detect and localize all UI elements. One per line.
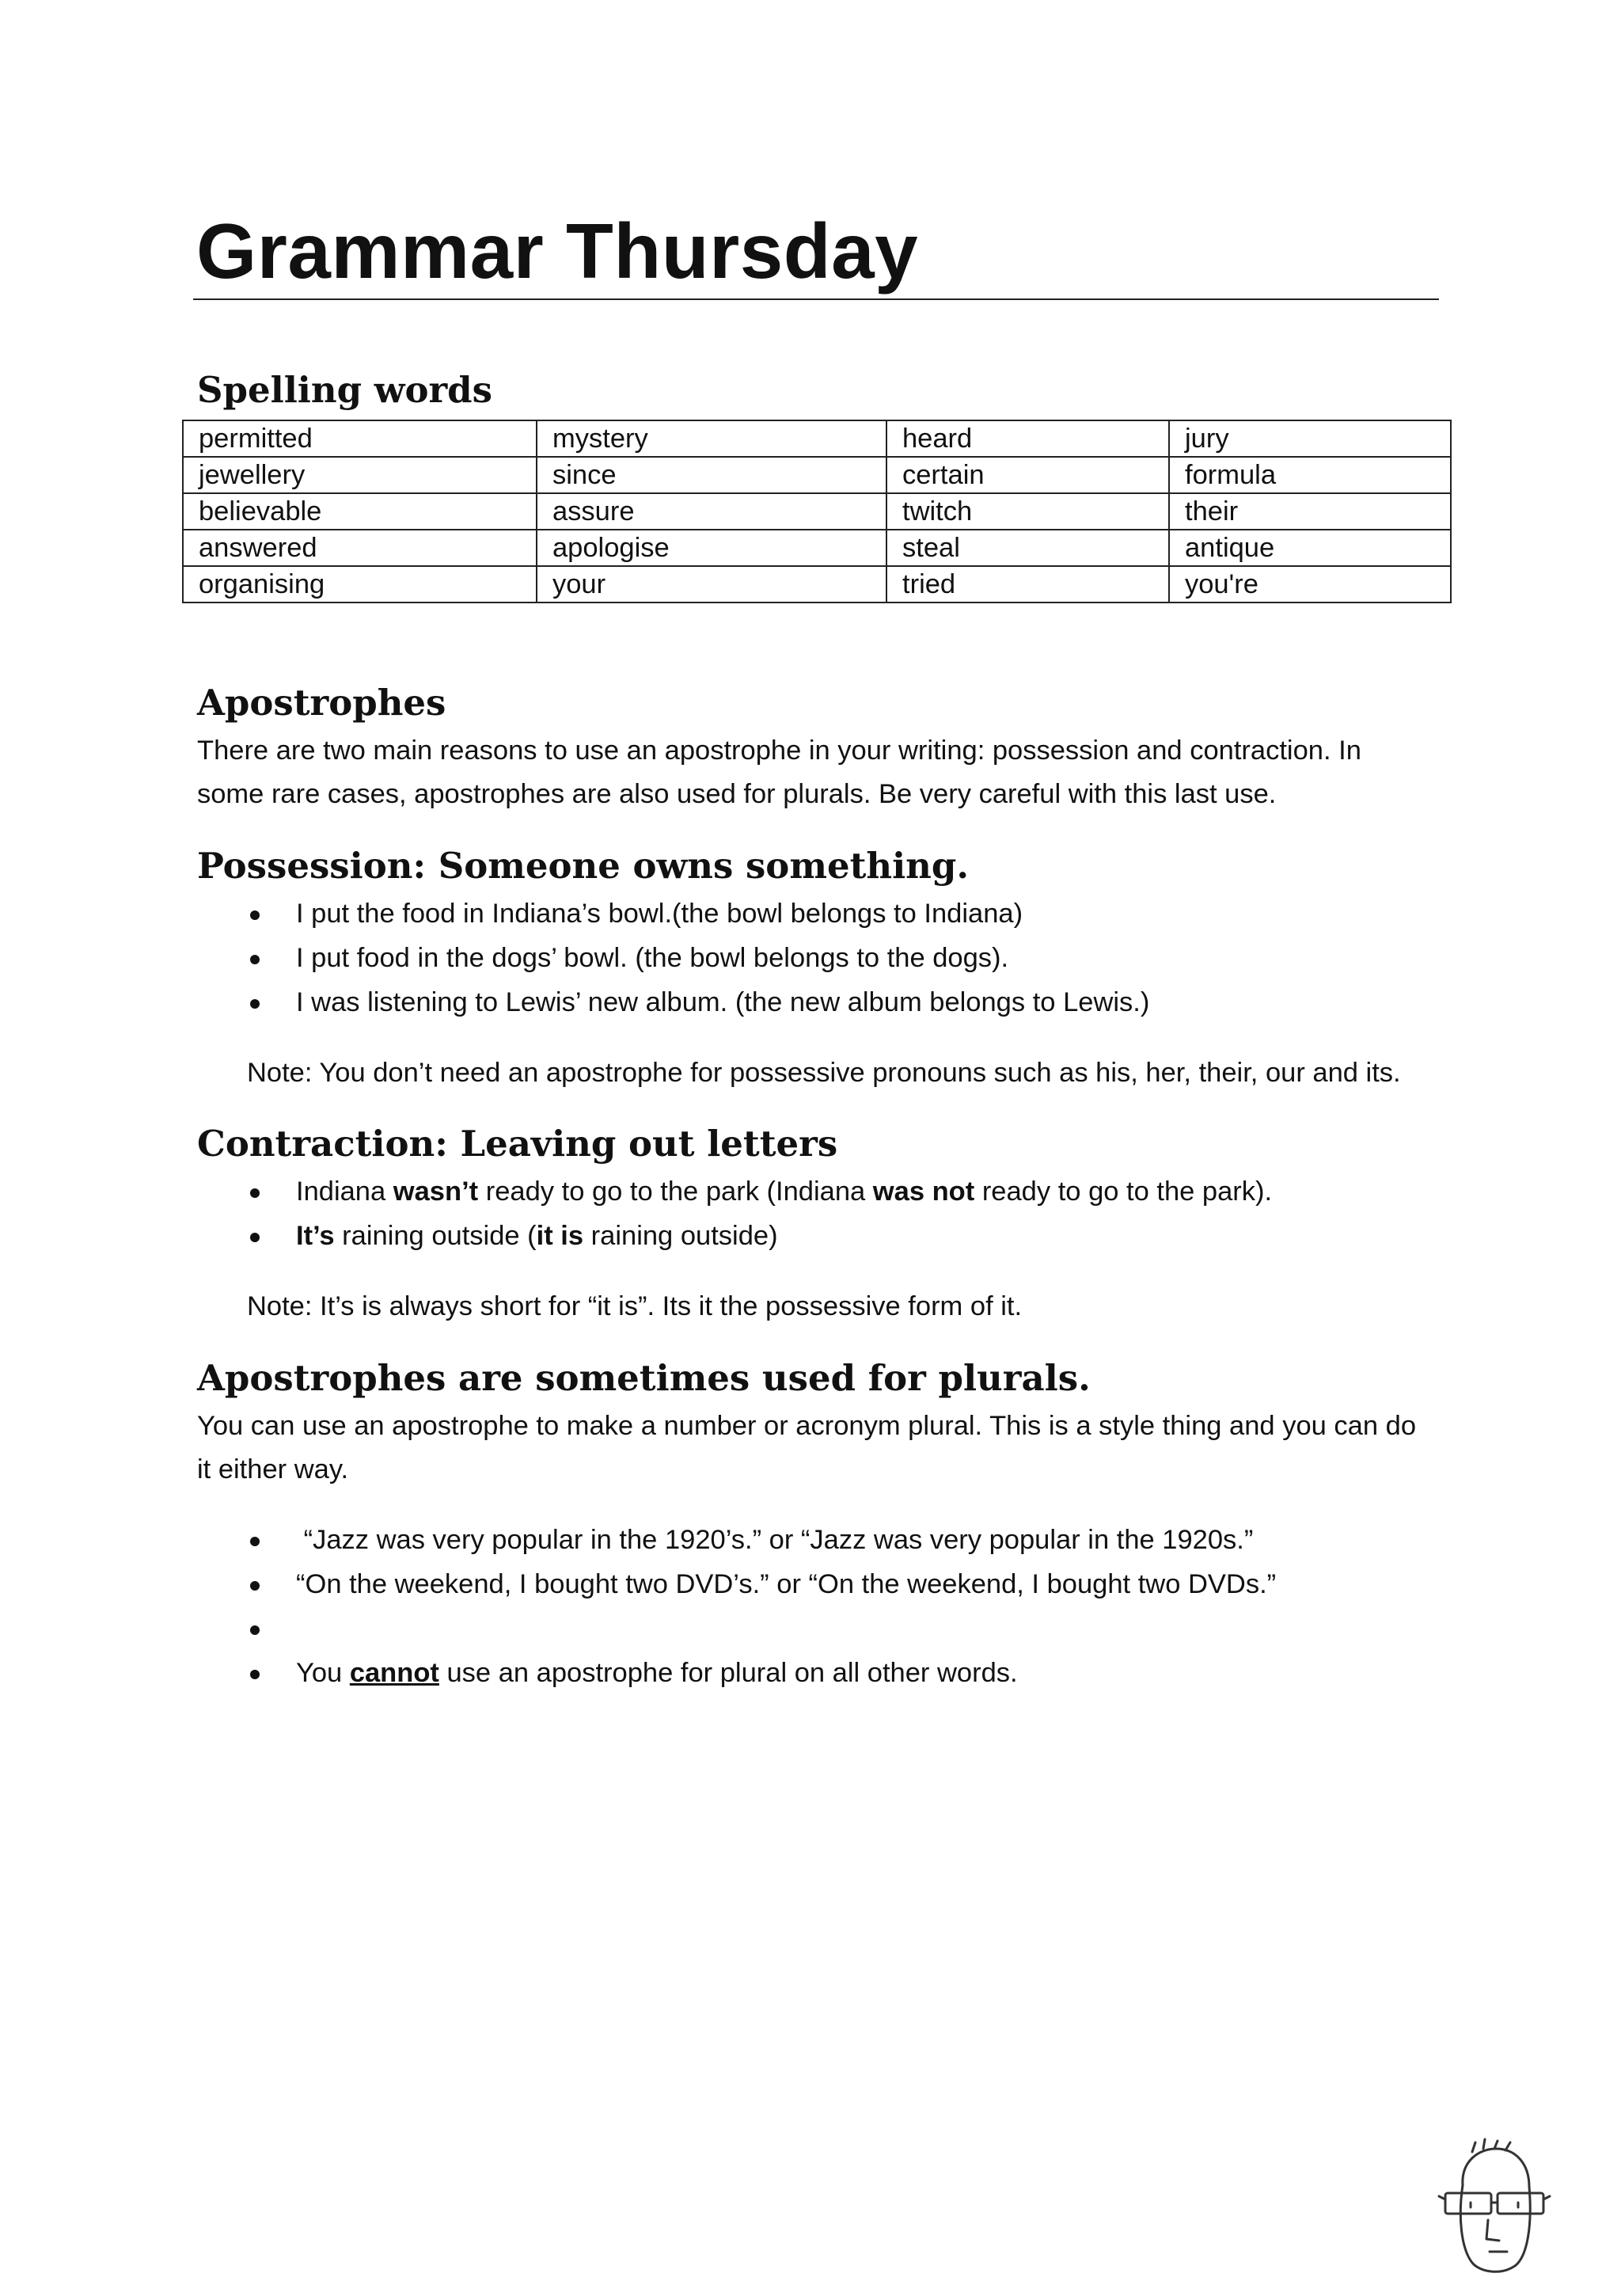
table-cell: twitch [886, 493, 1169, 530]
list-item-text: You cannot use an apostrophe for plural on all other words. [296, 1658, 1018, 1688]
plurals-list [197, 1518, 1440, 1695]
possession-note: Note: You don’t need an apostrophe for possessive pronouns such as his, her, their, our and its. [247, 1058, 1401, 1088]
list-item [197, 1562, 1440, 1606]
list-item [197, 1606, 1440, 1651]
list-item [197, 1651, 1440, 1695]
table-row [183, 493, 1451, 530]
possession-list [197, 891, 1440, 1024]
table-row [183, 420, 1451, 457]
bullet-icon [250, 999, 260, 1009]
bullet-icon [250, 1625, 260, 1635]
contraction-list [197, 1169, 1440, 1258]
table-cell: antique [1169, 530, 1451, 566]
title-underline [193, 298, 1439, 300]
spelling-table [182, 420, 1452, 603]
table-cell: mystery [537, 420, 886, 457]
page-title: Grammar Thursday [196, 207, 919, 295]
table-cell: jury [1169, 420, 1451, 457]
plurals-heading: Apostrophes are sometimes used for plurals. [197, 1357, 1091, 1399]
table-cell: apologise [537, 530, 886, 566]
bullet-icon [250, 1537, 260, 1546]
apostrophes-heading: Apostrophes [197, 682, 446, 724]
table-cell: their [1169, 493, 1451, 530]
list-item [197, 1214, 1440, 1258]
apostrophes-intro-line-1: There are two main reasons to use an apostrophe in your writing: possession and contraction. In [197, 736, 1361, 766]
table-cell: formula [1169, 457, 1451, 493]
table-row [183, 530, 1451, 566]
list-item-text: “Jazz was very popular in the 1920’s.” or “Jazz was very popular in the 1920s.” [296, 1525, 1254, 1555]
plurals-intro-line-1: You can use an apostrophe to make a number or acronym plural. This is a style thing and you can do [197, 1411, 1417, 1441]
list-item-text: It’s raining outside (it is raining outside) [296, 1221, 778, 1251]
contraction-heading: Contraction: Leaving out letters [197, 1123, 838, 1165]
table-cell: tried [886, 566, 1169, 603]
spelling-heading: Spelling words [197, 369, 492, 411]
apostrophes-intro-line-2: some rare cases, apostrophes are also used for plurals. Be very careful with this last use. [197, 779, 1277, 809]
list-item-text: I put food in the dogs’ bowl. (the bowl belongs to the dogs). [296, 943, 1009, 973]
list-item [197, 980, 1440, 1024]
list-item-text: I put the food in Indiana’s bowl.(the bowl belongs to Indiana) [296, 899, 1023, 929]
bullet-icon [250, 910, 260, 920]
table-row [183, 457, 1451, 493]
table-cell: believable [183, 493, 537, 530]
bullet-icon [250, 955, 260, 964]
list-item-text: Indiana wasn’t ready to go to the park (Indiana was not ready to go to the park). [296, 1177, 1273, 1207]
bullet-icon [250, 1233, 260, 1242]
table-cell: since [537, 457, 886, 493]
table-cell: permitted [183, 420, 537, 457]
table-cell: organising [183, 566, 537, 603]
list-item [197, 1169, 1440, 1214]
plurals-intro-line-2: it either way. [197, 1454, 349, 1484]
table-cell: assure [537, 493, 886, 530]
list-item [197, 936, 1440, 980]
table-cell: heard [886, 420, 1169, 457]
table-cell: steal [886, 530, 1169, 566]
contraction-note: Note: It’s is always short for “it is”. Its it the possessive form of it. [247, 1291, 1023, 1321]
bullet-icon [250, 1188, 260, 1198]
bullet-icon [250, 1581, 260, 1591]
table-cell: your [537, 566, 886, 603]
list-item [197, 891, 1440, 936]
table-cell: answered [183, 530, 537, 566]
table-cell: certain [886, 457, 1169, 493]
possession-heading: Possession: Someone owns something. [197, 845, 970, 887]
table-row [183, 566, 1451, 603]
table-cell: you're [1169, 566, 1451, 603]
list-item-text: I was listening to Lewis’ new album. (the new album belongs to Lewis.) [296, 987, 1150, 1017]
cartoon-face-logo [1431, 2138, 1558, 2296]
bullet-icon [250, 1670, 260, 1679]
table-cell: jewellery [183, 457, 537, 493]
list-item [197, 1518, 1440, 1562]
list-item-text: “On the weekend, I bought two DVD’s.” or “On the weekend, I bought two DVDs.” [296, 1569, 1277, 1599]
